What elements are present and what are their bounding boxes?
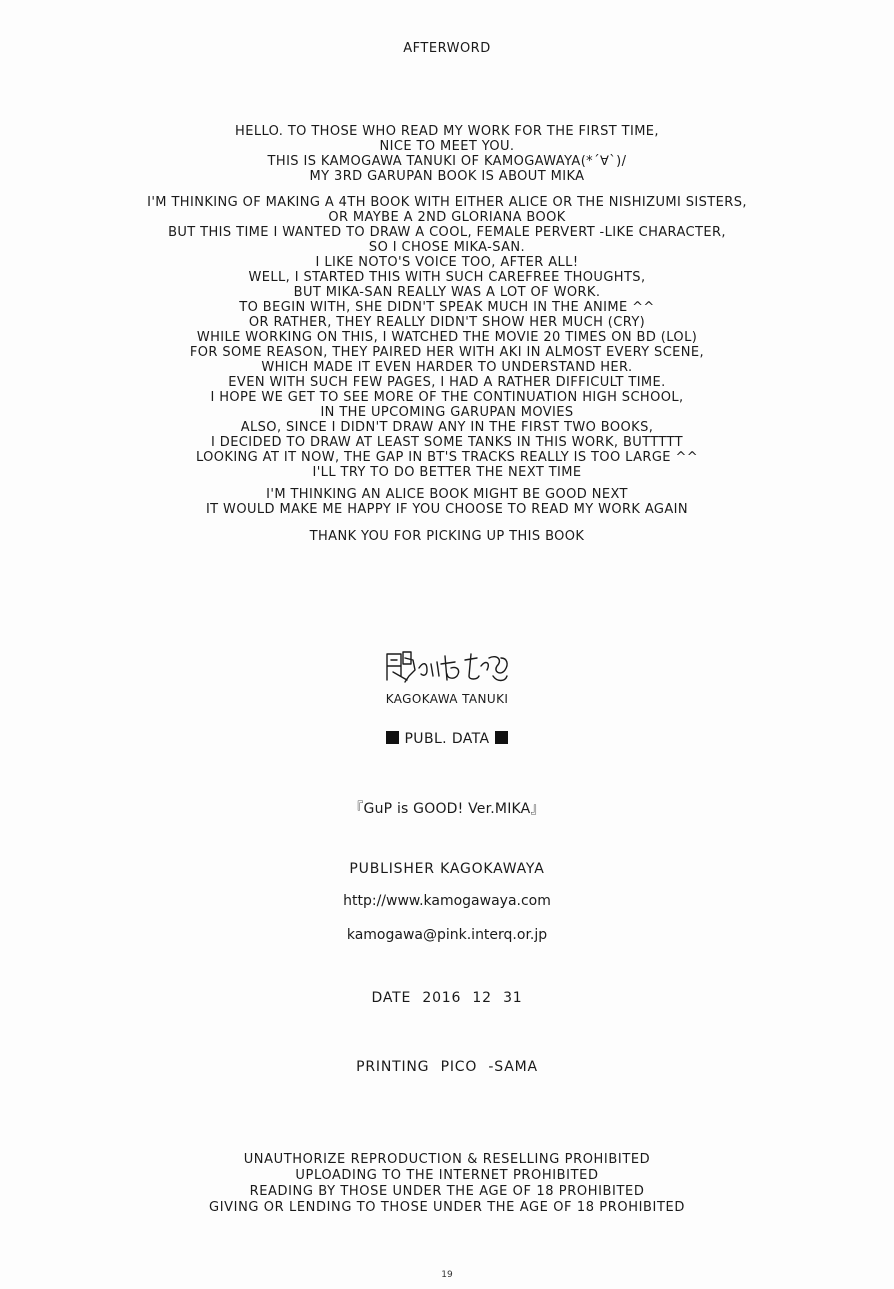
text-line: WELL, I STARTED THIS WITH SUCH CAREFREE THOUGHTS, xyxy=(248,270,646,285)
legal-notice xyxy=(0,1152,894,1216)
text-line: GIVING OR LENDING TO THOSE UNDER THE AGE OF 18 PROHIBITED xyxy=(209,1200,685,1215)
publication-date: DATE 2016 12 31 xyxy=(371,990,523,1006)
text-line: I LIKE NOTO'S VOICE TOO, AFTER ALL! xyxy=(315,255,579,270)
text-line: FOR SOME REASON, THEY PAIRED HER WITH AKI IN ALMOST EVERY SCENE, xyxy=(189,345,705,360)
intro-paragraph xyxy=(0,124,894,184)
text-line: READING BY THOSE UNDER THE AGE OF 18 PROHIBITED xyxy=(249,1184,645,1199)
author-name: KAGOKAWA TANUKI xyxy=(385,692,509,706)
text-line: NICE TO MEET YOU. xyxy=(379,139,515,154)
text-line: THANK YOU FOR PICKING UP THIS BOOK xyxy=(309,529,585,544)
text-line: UPLOADING TO THE INTERNET PROHIBITED xyxy=(295,1168,599,1183)
text-line: I DECIDED TO DRAW AT LEAST SOME TANKS IN THIS WORK, BUTTTTT xyxy=(211,435,683,450)
text-line: OR MAYBE A 2ND GLORIANA BOOK xyxy=(328,210,566,225)
text-line: I'LL TRY TO DO BETTER THE NEXT TIME xyxy=(312,465,582,480)
text-line: I'M THINKING OF MAKING A 4TH BOOK WITH EITHER ALICE OR THE NISHIZUMI SISTERS, xyxy=(147,195,747,210)
page-heading: AFTERWORD xyxy=(403,41,491,56)
text-line: WHILE WORKING ON THIS, I WATCHED THE MOVIE 20 TIMES ON BD (LOL) xyxy=(196,330,698,345)
text-line: IT WOULD MAKE ME HAPPY IF YOU CHOOSE TO READ MY WORK AGAIN xyxy=(205,502,689,517)
black-square-icon xyxy=(386,731,399,744)
text-line: THIS IS KAMOGAWA TANUKI OF KAMOGAWAYA(*´∀`)/ xyxy=(267,154,627,169)
printing-line: PRINTING PICO -SAMA xyxy=(356,1059,538,1075)
text-line: I'M THINKING AN ALICE BOOK MIGHT BE GOOD NEXT xyxy=(266,487,628,502)
publisher-line: PUBLISHER KAGOKAWAYA xyxy=(349,861,545,877)
text-line: BUT MIKA-SAN REALLY WAS A LOT OF WORK. xyxy=(293,285,601,300)
book-title: 『GuP is GOOD! Ver.MIKA』 xyxy=(349,801,545,817)
text-line: EVEN WITH SUCH FEW PAGES, I HAD A RATHER DIFFICULT TIME. xyxy=(228,375,666,390)
publication-data-header xyxy=(0,731,894,747)
contact-email: kamogawa@pink.interq.or.jp xyxy=(346,927,548,943)
text-line: UNAUTHORIZE REPRODUCTION & RESELLING PROHIBITED xyxy=(243,1152,651,1167)
text-line: IN THE UPCOMING GARUPAN MOVIES xyxy=(320,405,574,420)
text-line: ALSO, SINCE I DIDN'T DRAW ANY IN THE FIRST TWO BOOKS, xyxy=(240,420,654,435)
text-line: BUT THIS TIME I WANTED TO DRAW A COOL, FEMALE PERVERT -LIKE CHARACTER, xyxy=(168,225,726,240)
text-line: SO I CHOSE MIKA-SAN. xyxy=(368,240,526,255)
handwritten-signature xyxy=(381,646,515,688)
text-line: I HOPE WE GET TO SEE MORE OF THE CONTINUATION HIGH SCHOOL, xyxy=(210,390,684,405)
text-line: LOOKING AT IT NOW, THE GAP IN BT'S TRACKS REALLY IS TOO LARGE ^^ xyxy=(195,450,699,465)
thanks-line xyxy=(0,529,894,544)
black-square-icon xyxy=(495,731,508,744)
website-url: http://www.kamogawaya.com xyxy=(343,893,551,909)
body-paragraph xyxy=(0,195,894,480)
publ-data-label: PUBL. DATA xyxy=(404,731,490,747)
closing-paragraph xyxy=(0,487,894,517)
text-line: HELLO. TO THOSE WHO READ MY WORK FOR THE FIRST TIME, xyxy=(235,124,659,139)
text-line: MY 3RD GARUPAN BOOK IS ABOUT MIKA xyxy=(309,169,585,184)
text-line: OR RATHER, THEY REALLY DIDN'T SHOW HER MUCH (CRY) xyxy=(248,315,646,330)
text-line: TO BEGIN WITH, SHE DIDN'T SPEAK MUCH IN THE ANIME ^^ xyxy=(239,300,655,315)
text-line: WHICH MADE IT EVEN HARDER TO UNDERSTAND HER. xyxy=(261,360,633,375)
page-number: 19 xyxy=(441,1270,453,1280)
